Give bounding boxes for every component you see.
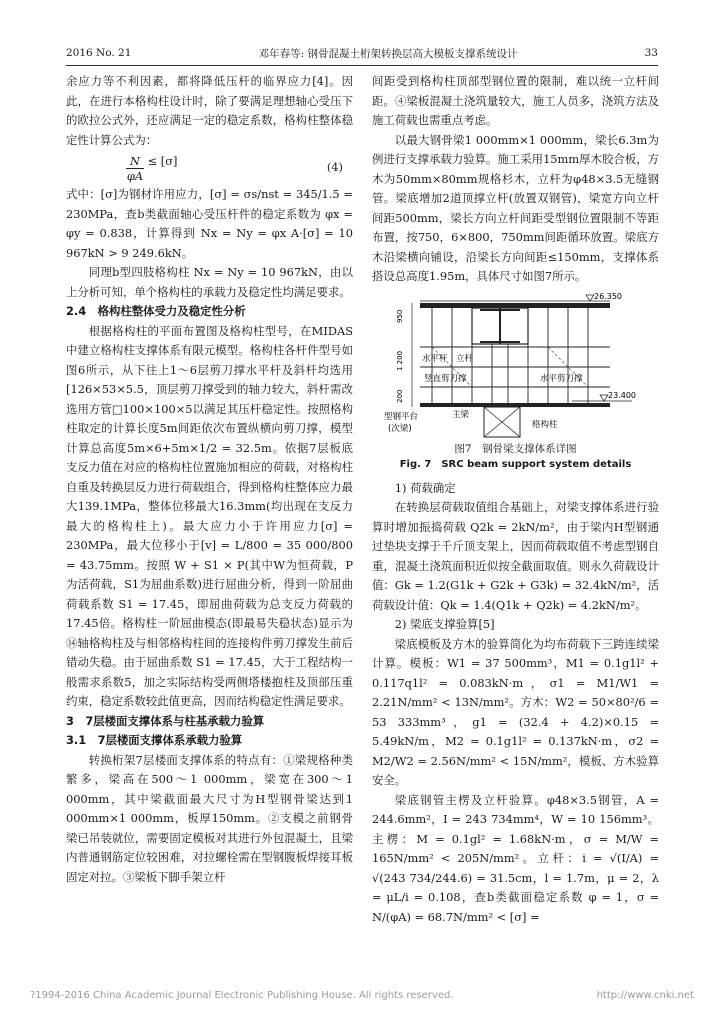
page-header bbox=[66, 44, 658, 66]
label-horizontal-bar: 水平杆 bbox=[422, 353, 448, 364]
dimension-1200: 1 200 bbox=[396, 350, 404, 371]
subheading-beam-support: 2) 梁底支撑验算[5] bbox=[394, 617, 495, 631]
section-heading-3: 3 7层楼面支撑体系与柱基承载力验算 bbox=[66, 713, 265, 728]
paragraph: 转换桁架7层楼面支撑体系的特点有：①梁规格种类繁多，梁高在500～1 000mm，梁宽在300～1 000mm，其中梁截面最大尺寸为H型钢骨梁达到1 000mm×1 000mm，板厚150mm。②支模之前钢骨梁已吊装就位，需要固定模板对其进行外包混凝土，且梁内普通钢筋定位较困难，对拉螺栓需在型钢腹板焊接耳板固定对拉。③梁板下脚手架立杆 bbox=[66, 752, 353, 884]
section-heading-3-1: 3.1 7层楼面支撑体系承载力验算 bbox=[66, 733, 243, 747]
journal-issue: 2016 No. 21 bbox=[66, 47, 132, 59]
equation-4 bbox=[66, 150, 353, 185]
label-post: 立杆 bbox=[456, 353, 474, 364]
elevation-bottom: 23.400 bbox=[608, 390, 636, 400]
equation-rhs: ≤ [σ] bbox=[147, 154, 178, 168]
equation-tag: (4) bbox=[326, 159, 343, 174]
equation-denominator: φA bbox=[126, 169, 144, 183]
page-number: 33 bbox=[644, 47, 658, 59]
equation-fraction bbox=[126, 154, 144, 183]
paragraph: 同理b型四肢格构柱 Nx = Ny = 10 967kN，由以上分析可知，单个格构柱的承载力及稳定性均满足要求。 bbox=[66, 265, 353, 299]
equation-numerator: N bbox=[126, 154, 144, 169]
paragraph: 在转换层荷载取值组合基础上，对梁支撑体系进行验算时增加振捣荷载 Q2k = 2kN/m²，由于梁内H型钢通过垫块支撑于千斤顶支架上，因而荷载取值不考虑型钢自重，混凝土浇筑面积近似按全截面取值。则永久荷载设计值：Gk = 1.2(G1k + G2k + G3k) = 32.4kN/m²，活荷载设计值：Qk = 1.4(Q1k + Q2k) = 4.2kN/m²。 bbox=[372, 500, 659, 612]
paragraph: 间距受到格构柱顶部型钢位置的限制，难以统一立杆间距。④梁板混凝土浇筑量较大，施工人员多，浇筑方法及施工荷载也需重点考虑。 bbox=[372, 74, 659, 127]
figure-caption-cn: 图7 钢骨梁支撑体系详图 bbox=[454, 442, 577, 455]
label-steel-platform: 型钢平台 bbox=[384, 411, 419, 422]
running-title: 邓年春等: 钢骨混凝土桁架转换层高大模板支撑系统设计 bbox=[258, 47, 518, 60]
steel-platform bbox=[420, 403, 610, 407]
label-lattice-column: 格构柱 bbox=[532, 419, 558, 430]
paragraph: 以最大钢骨梁1 000mm×1 000mm，梁长6.3m为例进行支撑承载力验算。施工采用15mm厚木胶合板，方木为50mm×80mm规格杉木，立杆为φ48×3.5无缝钢管。梁底增加2道顶撑立杆(放置双钢管)，梁宽方向立杆间距500mm，梁长方向立杆间距受型钢位置限制不等距布置，按750，6×800，750mm间距循环放置。梁底方木沿梁横向铺设，沿梁长方向间距≤150mm，支撑体系搭设总高度1.95m，具体尺寸如图7所示。 bbox=[372, 132, 659, 283]
page-footer bbox=[30, 990, 694, 1001]
label-main-beam: 主梁 bbox=[452, 409, 470, 420]
elevation-top: 26.350 bbox=[594, 291, 622, 301]
paragraph: 根据格构柱的平面布置图及格构柱型号，在MIDAS中建立格构柱支撑体系有限元模型。格构柱各杆件型号如图6所示，从下往上1～6层剪刀撑水平杆及斜杆均选用[126×53×5.5，顶层剪刀撑受到的轴力较大，斜杆需改选用方管□100×100×5以满足其压杆稳定性。按照格构柱取定的计算长度5m间距依次布置纵横向剪刀撑，模型计算总高度5m×6+5m×1/2 = 32.5m。依据7层板底支反力值在对应的格构柱位置施加相应的荷载，对格构柱自重及转换层反力进行荷载组合，得到格构柱整体应力最大139.1MPa，整体位移最大16.3mm(均出现在支反力最大的格构柱上)。最大应力小于许用应力[σ] = 230MPa，最大位移小于[v] = L/800 = 35 000/800 = 43.75mm。按照 W + S1 × P(其中W为恒荷载，P为活荷载，S1为屈曲系数)进行屈曲分析，得到一阶屈曲荷载系数 S1 = 17.45，即屈曲荷载为总支反力荷载的17.45倍。格构柱一阶屈曲模态(即最易失稳状态)显示为⑭轴格构柱及与相邻格构柱间的连接构件剪刀撑发生前后错动失稳。由于屈曲系数 S1 = 17.45，大于工程结构一般需求系数5，加之实际结构受两侧塔楼抱柱及顶部压重约束，稳定系数较此值更高，因而结构稳定性满足要求。 bbox=[66, 323, 353, 708]
slab bbox=[420, 303, 610, 308]
dimension-200: 200 bbox=[396, 389, 404, 403]
paragraph: 式中：[σ]为钢材许用应力，[σ] = σs/nst = 345/1.5 = 230MPa，查b类截面轴心受压杆件的稳定系数为 φx = φy = 0.838，计算得到 Nx = Ny = φx A·[σ] = 10 967kN > 9 249.6kN。 bbox=[66, 187, 353, 260]
label-horizontal-brace: 水平剪刀撑 bbox=[540, 373, 583, 384]
paragraph: 余应力等不利因素，都将降低压杆的临界应力[4]。因此，在进行本格构柱设计时，除了要满足理想轴心受压下的欧拉公式外，还应满足一定的稳定系数，格构柱整体稳定性计算公式为： bbox=[66, 74, 353, 147]
dimension-950: 950 bbox=[396, 309, 404, 323]
label-secondary-beam: (次梁) bbox=[388, 423, 412, 434]
copyright: ?1994-2016 China Academic Journal Electronic Publishing House. All rights reserved. bbox=[30, 990, 454, 1001]
figure-7 bbox=[372, 291, 659, 441]
paragraph: 梁底钢管主楞及立杆验算。φ48×3.5钢管，A = 244.6mm²，I = 243 734mm⁴，W = 10 156mm³。主楞：M = 0.1gl² = 1.68kN·m，σ = M/W = 165N/mm² < 205N/mm²。立杆：i = √(I/A) = √(243 734/244.6) = 31.5cm，l = 1.7m，μ = 2，λ = μL/i = 0.108，查b类截面稳定系数 φ = 1，σ = N/(φA) = 68.7N/mm² < [σ] = bbox=[372, 792, 659, 924]
support-system-diagram bbox=[372, 291, 659, 441]
section-heading-2-4: 2.4 格构柱整体受力及稳定性分析 bbox=[66, 304, 246, 318]
paragraph: 梁底模板及方木的验算简化为均布荷载下三跨连续梁计算。模板：W1 = 37 500mm³，M1 = 0.1g1l² + 0.117q1l² = 0.083kN·m，σ1 = M1/W1 = 2.21N/mm² < 13N/mm²。方木：W2 = 50×80²/6 = 53 333mm³，g1 = (32.4 + 4.2)×0.15 = 5.49kN/m，M2 = 0.1g1l² = 0.137kN·m，σ2 = M2/W2 = 2.56N/mm² < 15N/mm²，模板、方木验算安全。 bbox=[372, 636, 659, 787]
footer-url: http://www.cnki.net bbox=[596, 990, 694, 1001]
label-vertical-brace: 竖直剪刀撑 bbox=[424, 373, 467, 384]
figure-caption-en: Fig. 7 SRC beam support system details bbox=[399, 458, 632, 470]
subheading-load: 1) 荷载确定 bbox=[394, 480, 456, 495]
left-column bbox=[66, 72, 353, 887]
right-column bbox=[372, 72, 659, 927]
